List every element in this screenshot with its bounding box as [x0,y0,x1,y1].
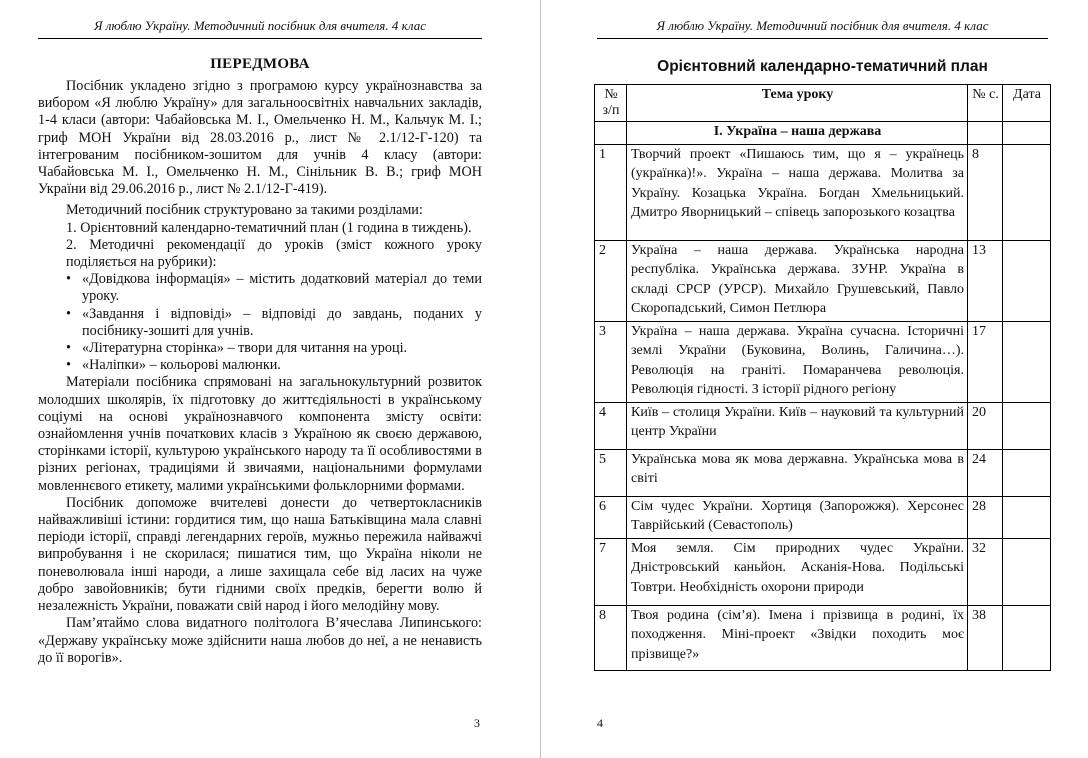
row-page: 38 [968,605,1003,670]
header-date: Дата [1003,85,1051,122]
page-number-left: 3 [474,716,480,730]
row-date [1003,402,1051,449]
row-topic: Моя земля. Сім природних чудес України. Дністровський каньйон. Асканія-Нова. Подільські Товтри. Необхідність охорони природи [627,538,968,605]
rubric-text-1: «Довідкова інформація» – містить додатковий матеріал до теми уроку. [82,271,482,305]
table-row [595,605,1051,670]
page-number-right: 4 [597,716,603,730]
row-topic: Сім чудес України. Хортиця (Запорожжя). Херсонес Таврійський (Севастополь) [627,496,968,538]
row-date [1003,449,1051,496]
row-num: 5 [595,449,627,496]
bullet-icon: • [66,340,71,357]
section-row [595,122,1051,145]
row-topic: Українська мова як мова державна. Українська мова в світі [627,449,968,496]
bullet-icon: • [66,271,71,288]
bullet-icon: • [66,357,71,374]
plan-title: Орієнтовний календарно-тематичний план [657,58,988,75]
preface-paragraph-2: Методичний посібник структуровано за такими розділами: [66,202,423,219]
row-num: 6 [595,496,627,538]
calendar-plan-table [594,84,1051,671]
bullet-icon: • [66,305,71,322]
row-page: 24 [968,449,1003,496]
row-page: 13 [968,240,1003,321]
row-date [1003,144,1051,240]
row-topic: Київ – столиця України. Київ – науковий та культурний центр України [627,402,968,449]
row-topic: Україна – наша держава. Україна сучасна. Історичні землі України (Буковина, Волинь, Галичина…). Революція на граніті. Помаранчева революція. Революція гідності. З історії рідного регіону [627,321,968,402]
rubric-bullet-1 [38,271,482,305]
table-row [595,240,1051,321]
table-row [595,144,1051,240]
preface-paragraph-4: Посібник допоможе вчителеві донести до четвертокласників найважливіші істини: гордитися тим, що наша Батьківщина мала славні періоди історії, справді легендарних героїв, мужньо пережила найважчі випробування і не скорилася; пишатися тим, що Україна ніколи не поневолювала інші народи, а лише захищала себе від ласих на чуже добро завойовників; бути гідними своїх предків, берегти волю й незалежність України, поважати свій народ і його мелодійну мову. [38,494,482,615]
rubric-text-2: «Завдання і відповіді» – відповіді до завдань, поданих у посібнику-зошиті для учнів. [82,305,482,339]
row-num: 8 [595,605,627,670]
row-page: 17 [968,321,1003,402]
row-num: 2 [595,240,627,321]
rubric-bullet-2 [38,306,482,340]
running-header-right: Я люблю Україну. Методичний посібник для вчителя. 4 клас [656,18,989,33]
table-row [595,402,1051,449]
row-date [1003,240,1051,321]
preface-body [38,78,482,667]
rubric-bullet-4 [38,357,482,374]
table-header-row [595,85,1051,122]
header-topic: Тема уроку [627,85,968,122]
rubric-text-3: «Літературна сторінка» – твори для читання на уроці. [82,340,408,357]
header-rule-left [38,38,482,39]
right-page [541,0,1088,758]
section-date-cell [1003,122,1051,145]
running-header-left: Я люблю Україну. Методичний посібник для вчителя. 4 клас [93,18,427,33]
header-rule-right [597,38,1048,39]
rubric-text-4: «Наліпки» – кольорові малюнки. [82,357,281,374]
preface-title: ПЕРЕДМОВА [210,56,310,72]
row-date [1003,321,1051,402]
section-page-cell [968,122,1003,145]
table-row [595,321,1051,402]
left-page [0,0,540,758]
preface-paragraph-3: Матеріали посібника спрямовані на загальнокультурний розвиток молодших школярів, їх підготовку до життєдіяльності в українському соціумі на основі українознавчого компонента змісту освіти: ознайомлення учнів початкових класів з Україною як своєю державою, сторінками історії, культурою українського народу та її особливостями в різних регіонах, традиціями й звичаями, національними формулами мовленнєвого етикету, малими українськими фольклорними формами. [38,374,482,494]
section-list-item-1: 1. Орієнтовний календарно-тематичний план (1 година в тиждень). [66,219,472,236]
row-num: 3 [595,321,627,402]
section-title: І. Україна – наша держава [627,122,968,145]
preface-paragraph-1: Посібник укладено згідно з програмою курсу українознавства за вибором «Я люблю Україну» для загальноосвітніх навчальних закладів, 1-4 класи (автори: Чабайовська М. І., Омельченко Н. М., Кальчук М. І.; гриф МОН України від 28.03.2016 р., лист № 2.1/12-Г-120) та інтегрованим посібником-зошитом для учнів 4 класу (автори: Чабайовська М. І., Омельченко Н. М., Сінільник В. В.; гриф МОН України від 29.06.2016 р., лист № 2.1/12-Г-419). [38,78,482,198]
row-page: 20 [968,402,1003,449]
table-row [595,538,1051,605]
row-date [1003,605,1051,670]
table-row [595,496,1051,538]
header-num: № з/п [595,85,627,122]
row-date [1003,496,1051,538]
row-num: 1 [595,144,627,240]
row-page: 28 [968,496,1003,538]
table-row [595,449,1051,496]
section-num-cell [595,122,627,145]
row-page: 8 [968,144,1003,240]
row-num: 7 [595,538,627,605]
row-topic: Творчий проект «Пишаюсь тим, що я – українець (українка)!». Україна – наша держава. Молитва за Україну. Козацька Україна. Богдан Хмельницький. Дмитро Яворницький – співець запорозького козацтва [627,144,968,240]
row-topic: Твоя родина (сім’я). Імена і прізвища в родині, їх походження. Міні-проект «Звідки походить моє прізвище?» [627,605,968,670]
row-topic: Україна – наша держава. Українська народна республіка. Українська держава. ЗУНР. Україна в складі СРСР (УРСР). Михайло Грушевський, Павло Скоропадський, Симон Петлюра [627,240,968,321]
row-num: 4 [595,402,627,449]
preface-paragraph-5: Пам’ятаймо слова видатного політолога В’ячеслава Липинського: «Державу українську може здійснити наша любов до неї, а не ненависть до її ворогів». [38,615,482,666]
row-date [1003,538,1051,605]
header-page: № с. [968,85,1003,122]
rubric-bullet-3 [38,340,482,357]
section-list-item-2: 2. Методичні рекомендації до уроків (зміст кожного уроку поділяється на рубрики): [66,236,482,271]
row-page: 32 [968,538,1003,605]
